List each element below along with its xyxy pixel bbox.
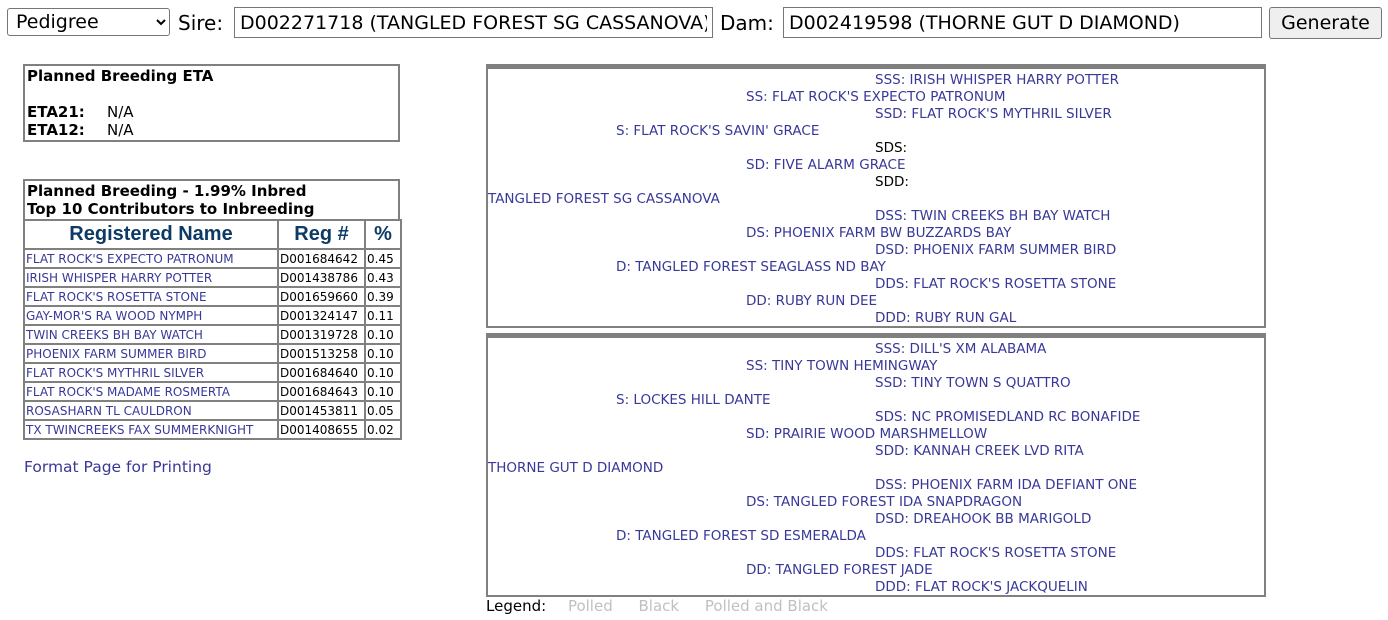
contributor-name[interactable]: GAY-MOR'S RA WOOD NYMPH	[24, 306, 278, 325]
pedigree-ancestor[interactable]: SSD: TINY TOWN S QUATTRO	[875, 375, 1071, 391]
report-type-select[interactable]	[7, 8, 170, 36]
pedigree-ancestor[interactable]: DDD: RUBY RUN GAL	[875, 310, 1017, 326]
pedigree-ancestor[interactable]: DSS: PHOENIX FARM IDA DEFIANT ONE	[875, 477, 1137, 493]
pedigree-ancestor[interactable]: D: TANGLED FOREST SD ESMERALDA	[616, 528, 866, 544]
contributor-reg-number: D001453811	[278, 401, 365, 420]
table-row	[24, 325, 401, 344]
format-page-for-printing-link[interactable]: Format Page for Printing	[24, 458, 212, 476]
pedigree-ancestor[interactable]: SSS: IRISH WHISPER HARRY POTTER	[875, 72, 1120, 88]
contributor-reg-number: D001324147	[278, 306, 365, 325]
table-row	[24, 344, 401, 363]
pedigree-ancestor[interactable]: S: FLAT ROCK'S SAVIN' GRACE	[616, 123, 820, 139]
pedigree-ancestor: SDD:	[875, 174, 909, 190]
sire-pedigree-panel	[486, 64, 1266, 328]
pedigree-subject[interactable]: THORNE GUT D DIAMOND	[488, 460, 664, 476]
contributor-percent: 0.10	[365, 382, 401, 401]
contributor-name[interactable]: FLAT ROCK'S MYTHRIL SILVER	[24, 363, 278, 382]
contributor-percent: 0.02	[365, 420, 401, 439]
contributor-percent: 0.05	[365, 401, 401, 420]
eta21-label: ETA21:	[27, 103, 85, 121]
contributor-reg-number: D001684643	[278, 382, 365, 401]
pedigree-ancestor[interactable]: S: LOCKES HILL DANTE	[616, 392, 771, 408]
pedigree-ancestor[interactable]: SS: FLAT ROCK'S EXPECTO PATRONUM	[746, 89, 1006, 105]
contributor-percent: 0.10	[365, 325, 401, 344]
table-row	[24, 420, 401, 439]
contributor-name[interactable]: FLAT ROCK'S ROSETTA STONE	[24, 287, 278, 306]
contributor-name[interactable]: FLAT ROCK'S EXPECTO PATRONUM	[24, 249, 278, 268]
legend-item-polled-and-black: Polled and Black	[704, 597, 828, 615]
pedigree-ancestor[interactable]: SSD: FLAT ROCK'S MYTHRIL SILVER	[875, 106, 1112, 122]
contributor-name[interactable]: TWIN CREEKS BH BAY WATCH	[24, 325, 278, 344]
pedigree-ancestor[interactable]: D: TANGLED FOREST SEAGLASS ND BAY	[616, 259, 886, 275]
col-header-registered-name[interactable]: Registered Name	[24, 220, 278, 249]
eta12-value: N/A	[107, 121, 134, 139]
table-row	[24, 268, 401, 287]
dam-pedigree-panel	[486, 333, 1266, 597]
contributor-percent: 0.10	[365, 363, 401, 382]
eta12-row	[27, 121, 396, 139]
sire-label: Sire:	[178, 11, 224, 35]
contributor-reg-number: D001408655	[278, 420, 365, 439]
pedigree-ancestor[interactable]: DDD: FLAT ROCK'S JACKQUELIN	[875, 579, 1088, 595]
contributor-name[interactable]: ROSASHARN TL CAULDRON	[24, 401, 278, 420]
contributor-reg-number: D001684642	[278, 249, 365, 268]
pedigree-ancestor[interactable]: SDD: KANNAH CREEK LVD RITA	[875, 443, 1084, 459]
pedigree-ancestor[interactable]: DS: PHOENIX FARM BW BUZZARDS BAY	[746, 225, 1012, 241]
pedigree-ancestor[interactable]: DS: TANGLED FOREST IDA SNAPDRAGON	[746, 494, 1023, 510]
pedigree-ancestor[interactable]: DSS: TWIN CREEKS BH BAY WATCH	[875, 208, 1111, 224]
legend	[486, 597, 832, 615]
contributor-percent: 0.11	[365, 306, 401, 325]
pedigree-ancestor[interactable]: DDS: FLAT ROCK'S ROSETTA STONE	[875, 276, 1117, 292]
pedigree-ancestor[interactable]: SSS: DILL'S XM ALABAMA	[875, 341, 1047, 357]
contributor-reg-number: D001438786	[278, 268, 365, 287]
legend-item-polled: Polled	[567, 597, 613, 615]
eta12-label: ETA12:	[27, 121, 85, 139]
pedigree-subject[interactable]: TANGLED FOREST SG CASSANOVA	[488, 191, 720, 207]
pedigree-ancestor[interactable]: DSD: PHOENIX FARM SUMMER BIRD	[875, 242, 1117, 258]
pedigree-ancestor[interactable]: SS: TINY TOWN HEMINGWAY	[746, 358, 938, 374]
pedigree-ancestor[interactable]: DD: RUBY RUN DEE	[746, 293, 878, 309]
pedigree-ancestor[interactable]: SD: PRAIRIE WOOD MARSHMELLOW	[746, 426, 988, 442]
generate-button[interactable]: Generate	[1269, 7, 1382, 39]
dam-input[interactable]	[783, 7, 1262, 38]
table-row	[24, 249, 401, 268]
table-row	[24, 306, 401, 325]
contributor-reg-number: D001513258	[278, 344, 365, 363]
eta-title: Planned Breeding ETA	[27, 67, 214, 85]
table-row	[24, 287, 401, 306]
inbreeding-title: Planned Breeding - 1.99% Inbred	[27, 182, 307, 200]
contributor-reg-number: D001319728	[278, 325, 365, 344]
col-header-reg-number[interactable]: Reg #	[278, 220, 365, 249]
inbreeding-header	[23, 179, 400, 219]
toolbar	[7, 7, 1387, 39]
eta21-row	[27, 103, 396, 121]
contributors-title: Top 10 Contributors to Inbreeding	[27, 200, 315, 218]
contributor-name[interactable]: IRISH WHISPER HARRY POTTER	[24, 268, 278, 287]
contributor-percent: 0.10	[365, 344, 401, 363]
legend-item-black: Black	[638, 597, 680, 615]
pedigree-ancestor[interactable]: SD: FIVE ALARM GRACE	[746, 157, 906, 173]
sire-input[interactable]	[234, 7, 713, 38]
legend-label: Legend:	[486, 597, 547, 615]
table-row	[24, 401, 401, 420]
pedigree-ancestor: SDS:	[875, 140, 908, 156]
pedigree-ancestor[interactable]: DSD: DREAHOOK BB MARIGOLD	[875, 511, 1092, 527]
contributor-name[interactable]: FLAT ROCK'S MADAME ROSMERTA	[24, 382, 278, 401]
col-header-percent[interactable]: %	[365, 220, 401, 249]
table-row	[24, 363, 401, 382]
contributor-name[interactable]: TX TWINCREEKS FAX SUMMERKNIGHT	[24, 420, 278, 439]
table-row	[24, 382, 401, 401]
pedigree-ancestor[interactable]: SDS: NC PROMISEDLAND RC BONAFIDE	[875, 409, 1141, 425]
contributor-name[interactable]: PHOENIX FARM SUMMER BIRD	[24, 344, 278, 363]
contributor-percent: 0.45	[365, 249, 401, 268]
eta-panel	[23, 64, 400, 142]
contributor-reg-number: D001659660	[278, 287, 365, 306]
contributor-percent: 0.39	[365, 287, 401, 306]
dam-label: Dam:	[720, 11, 774, 35]
contributor-percent: 0.43	[365, 268, 401, 287]
table-header-row	[24, 220, 401, 249]
contributors-table	[23, 219, 402, 440]
contributor-reg-number: D001684640	[278, 363, 365, 382]
pedigree-ancestor[interactable]: DD: TANGLED FOREST JADE	[746, 562, 933, 578]
pedigree-ancestor[interactable]: DDS: FLAT ROCK'S ROSETTA STONE	[875, 545, 1117, 561]
eta21-value: N/A	[107, 103, 134, 121]
